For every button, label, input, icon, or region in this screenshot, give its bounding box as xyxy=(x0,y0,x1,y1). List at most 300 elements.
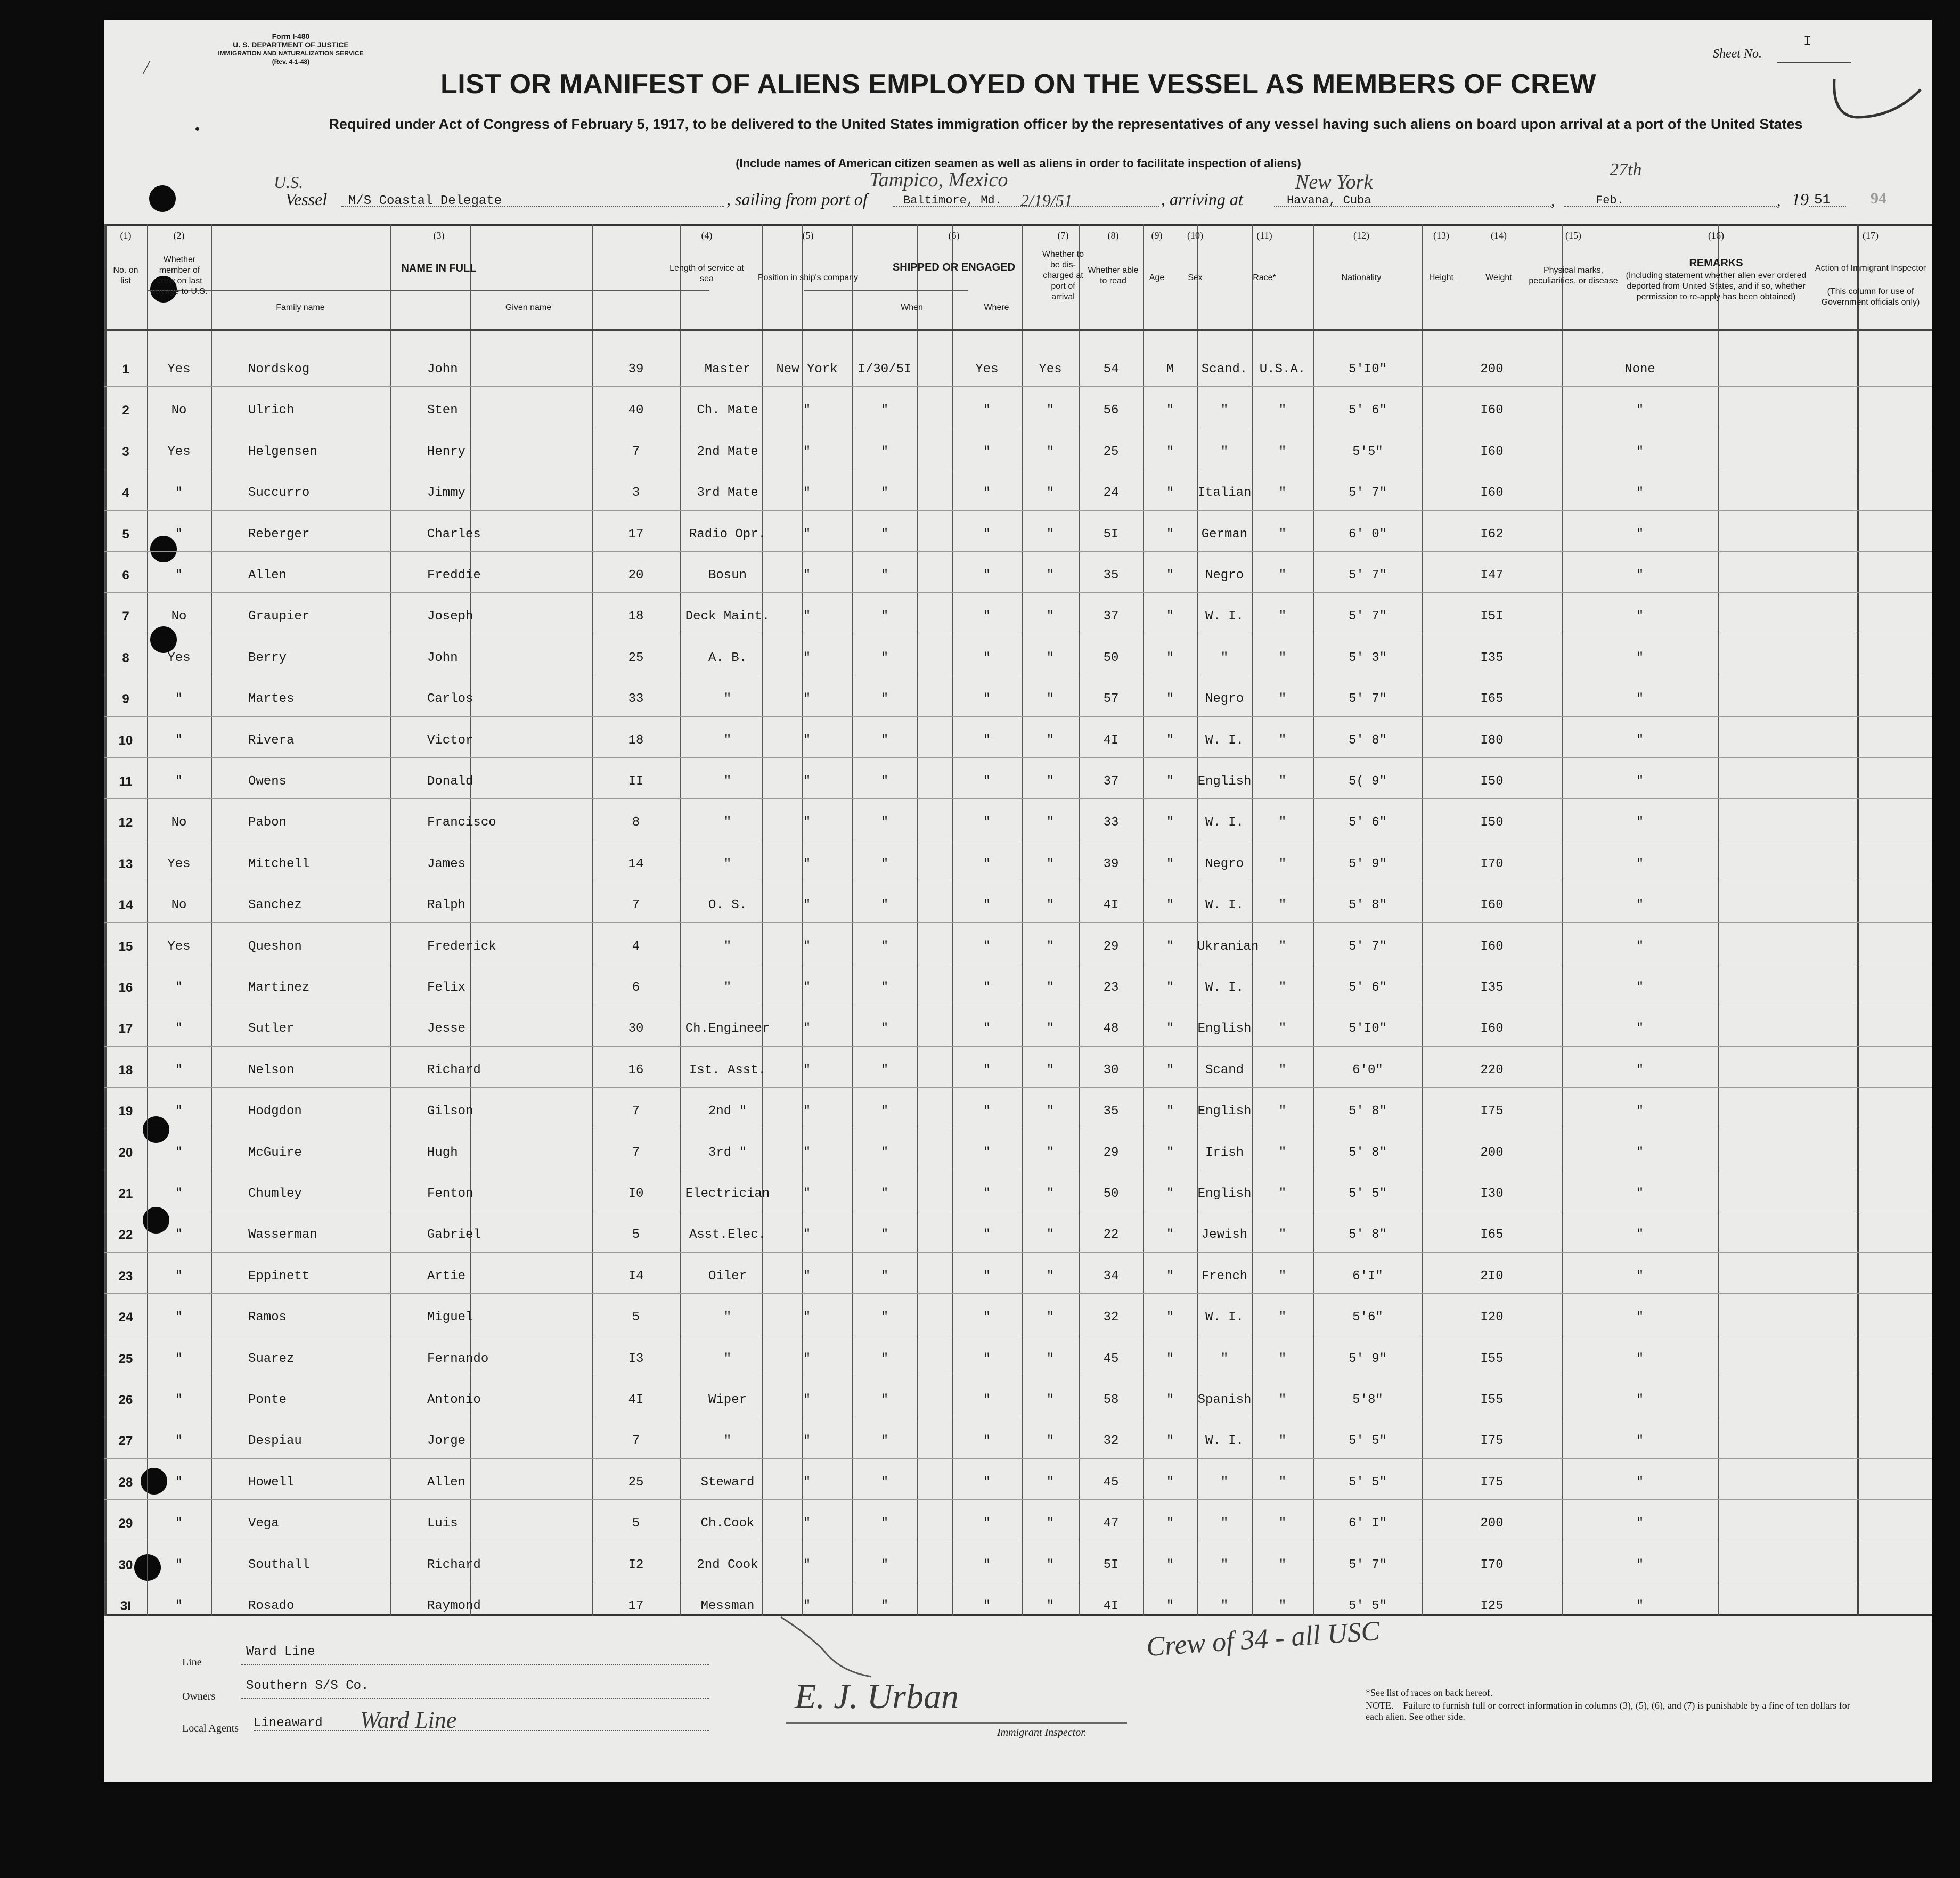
discharged: " xyxy=(983,568,991,583)
header-where: Where xyxy=(984,303,1009,312)
family-name: Southall xyxy=(248,1557,310,1572)
shipped-when: " xyxy=(803,1187,811,1201)
row-number: 4 xyxy=(122,486,129,501)
row-number: 28 xyxy=(118,1475,133,1490)
discharged: " xyxy=(983,981,991,995)
given-name: Gabriel xyxy=(427,1228,481,1243)
height: 5' 9" xyxy=(1348,856,1387,871)
able-to-read: " xyxy=(1046,1516,1055,1531)
height: 5' 5" xyxy=(1348,1475,1387,1490)
age: 47 xyxy=(1103,1516,1119,1531)
height: 5' 5" xyxy=(1348,1434,1387,1449)
member-last-voyage: " xyxy=(175,1516,183,1531)
given-name: Joseph xyxy=(427,609,473,624)
length-of-service: I4 xyxy=(628,1269,644,1284)
member-last-voyage: " xyxy=(175,1434,183,1449)
age: 24 xyxy=(1103,486,1119,501)
age: 4I xyxy=(1103,898,1119,913)
column-number: (15) xyxy=(1565,230,1581,241)
able-to-read: " xyxy=(1046,815,1055,830)
shipped-where: " xyxy=(880,1310,889,1325)
given-name: Raymond xyxy=(427,1599,481,1613)
height: 5' 3" xyxy=(1348,650,1387,665)
department: U. S. DEPARTMENT OF JUSTICE xyxy=(233,40,349,49)
physical-marks: None xyxy=(1624,362,1655,377)
race: W. I. xyxy=(1205,1310,1244,1325)
page-subtitle: Required under Act of Congress of February 5, 1917, to be delivered to the United States immigration officer by the representatives of any vessel having such aliens on board upon arrival at a port of the United States xyxy=(329,116,1803,132)
race: " xyxy=(1220,444,1229,459)
given-name: Richard xyxy=(427,1557,481,1572)
shipped-when: " xyxy=(803,1475,811,1490)
age: 4I xyxy=(1103,1599,1119,1613)
race: French xyxy=(1201,1269,1248,1284)
length-of-service: 25 xyxy=(628,1475,644,1490)
service: IMMIGRATION AND NATURALIZATION SERVICE xyxy=(218,50,364,57)
shipped-where: " xyxy=(880,403,889,418)
discharged: " xyxy=(983,939,991,954)
comma: , xyxy=(1551,192,1555,209)
race: W. I. xyxy=(1205,981,1244,995)
shipped-when: New York xyxy=(776,362,838,377)
weight: I47 xyxy=(1480,568,1504,583)
owners-value: Southern S/S Co. xyxy=(246,1679,369,1693)
given-name: Fernando xyxy=(427,1351,489,1366)
header-bottom-line xyxy=(104,329,1932,331)
age: 23 xyxy=(1103,981,1119,995)
signature-line xyxy=(786,1722,1127,1724)
shipped-where: " xyxy=(880,733,889,748)
position: Radio Opr. xyxy=(689,527,766,542)
discharged: " xyxy=(983,1104,991,1119)
family-name: Vega xyxy=(248,1516,279,1531)
able-to-read: Yes xyxy=(1039,362,1062,377)
given-name: Fenton xyxy=(427,1187,473,1201)
given-name: Jesse xyxy=(427,1022,466,1036)
family-name: Reberger xyxy=(248,527,310,542)
able-to-read: " xyxy=(1046,1269,1055,1284)
weight: I60 xyxy=(1480,403,1504,418)
length-of-service: 5 xyxy=(632,1228,640,1243)
weight: 200 xyxy=(1480,1145,1504,1160)
race: " xyxy=(1220,403,1229,418)
family-name: Rivera xyxy=(248,733,295,748)
header-sex: Sex xyxy=(1188,273,1203,282)
family-name: Sutler xyxy=(248,1022,295,1036)
position: Messman xyxy=(700,1599,755,1613)
page-title: LIST OR MANIFEST OF ALIENS EMPLOYED ON THE VESSEL AS MEMBERS OF CREW xyxy=(440,69,1596,100)
able-to-read: " xyxy=(1046,981,1055,995)
position: Master xyxy=(704,362,751,377)
discharged: " xyxy=(983,1393,991,1407)
member-last-voyage: " xyxy=(175,1269,183,1284)
shipped-when: " xyxy=(803,486,811,501)
member-last-voyage: " xyxy=(175,1599,183,1613)
nationality: " xyxy=(1278,486,1287,501)
shipped-where: " xyxy=(880,1187,889,1201)
discharged: " xyxy=(983,1063,991,1077)
sex: " xyxy=(1166,1434,1174,1449)
vessel-name: M/S Coastal Delegate xyxy=(348,194,502,208)
date-handwritten: 27th xyxy=(1610,160,1642,179)
position: " xyxy=(723,774,732,789)
given-name: Jimmy xyxy=(427,486,466,501)
member-last-voyage: " xyxy=(175,1022,183,1036)
nationality: " xyxy=(1278,1516,1287,1531)
column-number: (7) xyxy=(1057,230,1069,241)
revision: (Rev. 4-1-48) xyxy=(272,58,310,66)
sex: " xyxy=(1166,1145,1174,1160)
row-number: 24 xyxy=(118,1310,133,1325)
able-to-read: " xyxy=(1046,650,1055,665)
physical-marks: " xyxy=(1636,774,1644,789)
shipped-when: " xyxy=(803,1063,811,1077)
physical-marks: " xyxy=(1636,1104,1644,1119)
member-last-voyage: " xyxy=(175,1351,183,1366)
height: 5' 5" xyxy=(1348,1187,1387,1201)
able-to-read: " xyxy=(1046,1063,1055,1077)
row-number: 8 xyxy=(122,650,129,665)
able-to-read: " xyxy=(1046,403,1055,418)
row-rule xyxy=(104,922,1932,923)
race-note: *See list of races on back hereof. xyxy=(1366,1687,1493,1698)
race: W. I. xyxy=(1205,609,1244,624)
given-name: Carlos xyxy=(427,692,473,707)
row-number: 1 xyxy=(122,362,129,377)
height: 5' 7" xyxy=(1348,939,1387,954)
shipped-where: " xyxy=(880,1269,889,1284)
able-to-read: " xyxy=(1046,486,1055,501)
given-name: Frederick xyxy=(427,939,496,954)
family-name: Ramos xyxy=(248,1310,287,1325)
sex: " xyxy=(1166,774,1174,789)
able-to-read: " xyxy=(1046,609,1055,624)
nationality: " xyxy=(1278,609,1287,624)
length-of-service: 7 xyxy=(632,1434,640,1449)
member-last-voyage: No xyxy=(171,815,187,830)
row-number: 17 xyxy=(118,1022,133,1036)
nationality: " xyxy=(1278,1475,1287,1490)
penalty-note: NOTE.—Failure to furnish full or correct information in columns (3), (5), (6), and (7) is punishable by a fine of ten dollars for each alien. See other side. xyxy=(1366,1700,1850,1722)
length-of-service: 3 xyxy=(632,486,640,501)
discharged: " xyxy=(983,403,991,418)
vessel-prefix-handwritten: U.S. xyxy=(274,173,304,192)
family-name: Owens xyxy=(248,774,287,789)
column-number: (11) xyxy=(1256,230,1272,241)
sex: " xyxy=(1166,568,1174,583)
physical-marks: " xyxy=(1636,1022,1644,1036)
sheet-number-line xyxy=(1777,62,1851,63)
column-number: (17) xyxy=(1863,230,1879,241)
sex: " xyxy=(1166,527,1174,542)
shipped-when: " xyxy=(803,856,811,871)
length-of-service: 39 xyxy=(628,362,644,377)
age: 4I xyxy=(1103,733,1119,748)
nationality: " xyxy=(1278,1557,1287,1572)
family-name: Rosado xyxy=(248,1599,295,1613)
family-name: Chumley xyxy=(248,1187,302,1201)
sex: " xyxy=(1166,692,1174,707)
row-number: 20 xyxy=(118,1145,133,1160)
race: W. I. xyxy=(1205,1434,1244,1449)
age: 37 xyxy=(1103,774,1119,789)
nationality: " xyxy=(1278,733,1287,748)
length-of-service: 33 xyxy=(628,692,644,707)
family-name: Nelson xyxy=(248,1063,295,1077)
physical-marks: " xyxy=(1636,1475,1644,1490)
line-label: Line xyxy=(182,1656,202,1668)
discharged: " xyxy=(983,1516,991,1531)
row-number: 10 xyxy=(118,733,133,748)
race: Scand xyxy=(1205,1063,1244,1077)
family-name: Graupier xyxy=(248,609,310,624)
nationality: " xyxy=(1278,1145,1287,1160)
age: 56 xyxy=(1103,403,1119,418)
nationality: " xyxy=(1278,1599,1287,1613)
physical-marks: " xyxy=(1636,444,1644,459)
physical-marks: " xyxy=(1636,981,1644,995)
column-number: (5) xyxy=(802,230,814,241)
position: 3rd Mate xyxy=(697,486,758,501)
able-to-read: " xyxy=(1046,692,1055,707)
row-number: 21 xyxy=(118,1187,133,1201)
weight: I60 xyxy=(1480,486,1504,501)
position: Asst.Elec. xyxy=(689,1228,766,1243)
shipped-where: " xyxy=(880,856,889,871)
position: Ist. Asst. xyxy=(689,1063,766,1077)
column-rule xyxy=(211,224,212,1616)
shipped-where: " xyxy=(880,527,889,542)
column-number: (10) xyxy=(1187,230,1203,241)
sex: " xyxy=(1166,1104,1174,1119)
nationality: " xyxy=(1278,1434,1287,1449)
header-able-to-read: Whether able to read xyxy=(1088,266,1139,285)
arriving-port-handwritten: New York xyxy=(1295,171,1373,193)
shipped-where: " xyxy=(880,774,889,789)
discharged: " xyxy=(983,650,991,665)
row-number: 3 xyxy=(122,444,129,459)
physical-marks: " xyxy=(1636,486,1644,501)
owners-field xyxy=(241,1698,709,1699)
row-rule xyxy=(104,1252,1932,1253)
family-name: Allen xyxy=(248,568,287,583)
member-last-voyage: " xyxy=(175,981,183,995)
sex: " xyxy=(1166,1393,1174,1407)
weight: 220 xyxy=(1480,1063,1504,1077)
owners-label: Owners xyxy=(182,1691,216,1702)
column-number: (3) xyxy=(433,230,445,241)
shipped-when: " xyxy=(803,527,811,542)
length-of-service: 25 xyxy=(628,650,644,665)
position: Oiler xyxy=(708,1269,747,1284)
inspector-signature: E. J. Urban xyxy=(795,1677,959,1716)
weight: I20 xyxy=(1480,1310,1504,1325)
physical-marks: " xyxy=(1636,1393,1644,1407)
member-last-voyage: " xyxy=(175,1187,183,1201)
physical-marks: " xyxy=(1636,898,1644,913)
position: 2nd Mate xyxy=(697,444,758,459)
row-number: 25 xyxy=(118,1351,133,1366)
height: 5' 8" xyxy=(1348,1145,1387,1160)
physical-marks: " xyxy=(1636,609,1644,624)
shipped-when: " xyxy=(803,1393,811,1407)
age: 35 xyxy=(1103,1104,1119,1119)
member-last-voyage: Yes xyxy=(167,650,191,665)
shipped-where: " xyxy=(880,1228,889,1243)
able-to-read: " xyxy=(1046,1310,1055,1325)
able-to-read: " xyxy=(1046,1104,1055,1119)
weight: I60 xyxy=(1480,1022,1504,1036)
discharged: " xyxy=(983,1434,991,1449)
discharged: " xyxy=(983,1145,991,1160)
length-of-service: 30 xyxy=(628,1022,644,1036)
sex: " xyxy=(1166,1310,1174,1325)
length-of-service: 17 xyxy=(628,1599,644,1613)
family-name: Suarez xyxy=(248,1351,295,1366)
column-rule xyxy=(1857,224,1859,1616)
physical-marks: " xyxy=(1636,568,1644,583)
position: Ch. Mate xyxy=(697,403,758,418)
age: 33 xyxy=(1103,815,1119,830)
discharged: " xyxy=(983,1228,991,1243)
position: " xyxy=(723,1351,732,1366)
shipped-when: " xyxy=(803,1145,811,1160)
header-height: Height xyxy=(1428,273,1454,282)
inspector-label: Immigrant Inspector. xyxy=(997,1727,1087,1738)
family-name: Martes xyxy=(248,692,295,707)
age: 32 xyxy=(1103,1434,1119,1449)
family-name: Mitchell xyxy=(248,856,310,871)
member-last-voyage: " xyxy=(175,527,183,542)
row-number: 13 xyxy=(118,856,133,871)
discharged: " xyxy=(983,1310,991,1325)
name-header-divider xyxy=(147,290,709,291)
height: 5' 7" xyxy=(1348,486,1387,501)
length-of-service: 7 xyxy=(632,898,640,913)
given-name: Richard xyxy=(427,1063,481,1077)
weight: I70 xyxy=(1480,856,1504,871)
year-prefix: 19 xyxy=(1792,190,1809,209)
manifest-sheet xyxy=(104,20,1932,1782)
length-of-service: 5 xyxy=(632,1516,640,1531)
family-name: McGuire xyxy=(248,1145,302,1160)
race: English xyxy=(1197,1022,1252,1036)
discharged: " xyxy=(983,486,991,501)
position: Ch.Cook xyxy=(700,1516,755,1531)
year: 51 xyxy=(1814,192,1831,208)
sex: " xyxy=(1166,981,1174,995)
member-last-voyage: " xyxy=(175,1310,183,1325)
race: Negro xyxy=(1205,692,1244,707)
position: Ch.Engineer xyxy=(685,1022,770,1036)
race: English xyxy=(1197,1187,1252,1201)
shipped-where: " xyxy=(880,1475,889,1490)
weight: 200 xyxy=(1480,362,1504,377)
age: 48 xyxy=(1103,1022,1119,1036)
weight: 200 xyxy=(1480,1516,1504,1531)
header-member-last-voyage: Whether member of crew on last voyage to U.S. xyxy=(151,255,208,296)
row-rule xyxy=(104,1046,1932,1047)
position: " xyxy=(723,981,732,995)
length-of-service: 17 xyxy=(628,527,644,542)
nationality: " xyxy=(1278,650,1287,665)
row-number: 14 xyxy=(118,898,133,913)
header-name-in-full: NAME IN FULL xyxy=(401,263,477,274)
shipped-when: " xyxy=(803,650,811,665)
nationality: " xyxy=(1278,898,1287,913)
shipped-where: " xyxy=(880,650,889,665)
physical-marks: " xyxy=(1636,1516,1644,1531)
arriving-label: , arriving at xyxy=(1161,190,1243,209)
family-name: Howell xyxy=(248,1475,295,1490)
height: 5' 8" xyxy=(1348,733,1387,748)
age: 37 xyxy=(1103,609,1119,624)
height: 6'I" xyxy=(1352,1269,1383,1284)
family-name: Sanchez xyxy=(248,898,302,913)
position: Wiper xyxy=(708,1393,747,1407)
punch-hole xyxy=(149,185,176,212)
age: 45 xyxy=(1103,1475,1119,1490)
physical-marks: " xyxy=(1636,1269,1644,1284)
age: 50 xyxy=(1103,1187,1119,1201)
race: Scand. xyxy=(1201,362,1248,377)
shipped-when: " xyxy=(803,1022,811,1036)
header-shipped-or-engaged: SHIPPED OR ENGAGED xyxy=(892,262,1016,273)
nationality: " xyxy=(1278,444,1287,459)
height: 5' 6" xyxy=(1348,981,1387,995)
header-given-name: Given name xyxy=(505,303,552,312)
given-name: Victor xyxy=(427,733,473,748)
able-to-read: " xyxy=(1046,939,1055,954)
member-last-voyage: " xyxy=(175,733,183,748)
physical-marks: " xyxy=(1636,1187,1644,1201)
member-last-voyage: " xyxy=(175,1557,183,1572)
weight: I25 xyxy=(1480,1599,1504,1613)
race: " xyxy=(1220,1599,1229,1613)
discharged: " xyxy=(983,856,991,871)
family-name: Pabon xyxy=(248,815,287,830)
shipped-where: " xyxy=(880,981,889,995)
shipped-where: " xyxy=(880,609,889,624)
member-last-voyage: " xyxy=(175,1475,183,1490)
weight: I75 xyxy=(1480,1104,1504,1119)
bullet: • xyxy=(195,121,200,137)
shipped-where: " xyxy=(880,898,889,913)
able-to-read: " xyxy=(1046,898,1055,913)
length-of-service: 8 xyxy=(632,815,640,830)
age: 29 xyxy=(1103,1145,1119,1160)
column-number: (2) xyxy=(173,230,185,241)
given-name: Hugh xyxy=(427,1145,458,1160)
able-to-read: " xyxy=(1046,733,1055,748)
sex: " xyxy=(1166,1187,1174,1201)
able-to-read: " xyxy=(1046,1228,1055,1243)
given-name: Artie xyxy=(427,1269,466,1284)
shipped-when: " xyxy=(803,733,811,748)
discharged: " xyxy=(983,444,991,459)
sex: " xyxy=(1166,1475,1174,1490)
able-to-read: " xyxy=(1046,774,1055,789)
margin-mark: 94 xyxy=(1871,190,1887,207)
age: 32 xyxy=(1103,1310,1119,1325)
row-number: 29 xyxy=(118,1516,133,1531)
member-last-voyage: No xyxy=(171,898,187,913)
discharged: Yes xyxy=(975,362,999,377)
given-name: Francisco xyxy=(427,815,496,830)
shipped-when: " xyxy=(803,1351,811,1366)
age: 25 xyxy=(1103,444,1119,459)
column-number: (16) xyxy=(1708,230,1724,241)
header-action-note: (This column for use of Government officials only) xyxy=(1821,287,1920,307)
